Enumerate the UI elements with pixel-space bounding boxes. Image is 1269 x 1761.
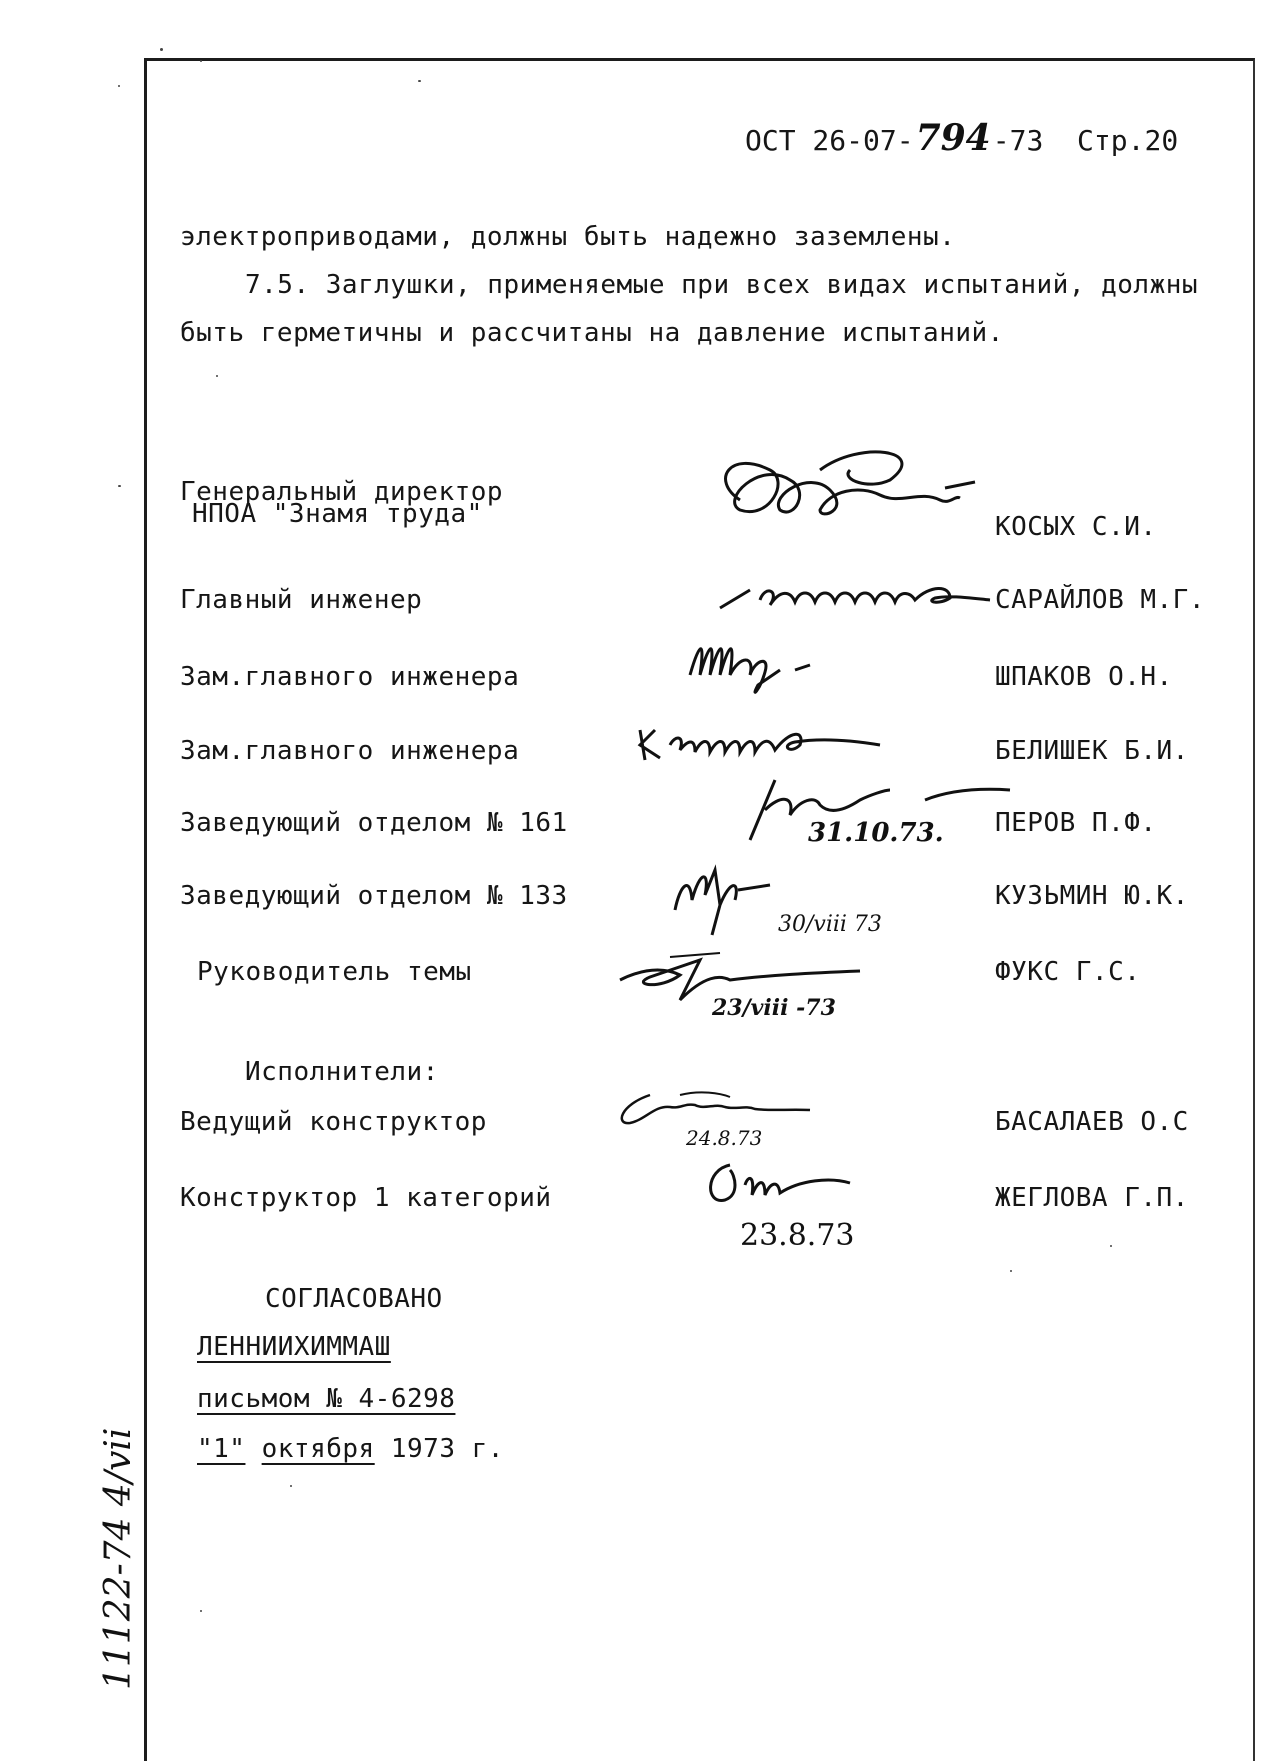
executor-title-2: Конструктор 1 категорий bbox=[180, 1183, 552, 1213]
signatory-name-7: ФУКС Г.С. bbox=[995, 957, 1141, 987]
signatory-title-3: Зам.главного инженера bbox=[180, 662, 520, 692]
executor-name-2: ЖЕГЛОВА Г.П. bbox=[995, 1183, 1189, 1213]
signatory-title-2: Главный инженер bbox=[180, 585, 423, 615]
body-line-1: электроприводами, должны быть надежно заземлены. bbox=[180, 222, 956, 252]
approval-date-day: "1" bbox=[197, 1434, 246, 1464]
signatory-title-line: Генеральный директор bbox=[180, 477, 504, 507]
standard-prefix: ОСТ 26-07- bbox=[745, 124, 914, 157]
standard-number: 794 bbox=[915, 117, 991, 159]
signatory-name-1: КОСЫХ С.И. bbox=[995, 512, 1157, 542]
executor-signature-2 bbox=[690, 1155, 880, 1215]
page-number: Стр.20 bbox=[1077, 124, 1179, 157]
signature-1 bbox=[700, 440, 1000, 550]
executor-date-1: 24.8.73 bbox=[686, 1126, 763, 1150]
executor-title-1: Ведущий конструктор bbox=[180, 1107, 487, 1137]
executor-name-1: БАСАЛАЕВ О.С bbox=[995, 1107, 1189, 1137]
scan-speck bbox=[1110, 1245, 1112, 1247]
scan-speck bbox=[200, 1610, 202, 1612]
signatory-name-3: ШПАКОВ О.Н. bbox=[995, 662, 1173, 692]
margin-handwritten-note: 11122-74 4/vii bbox=[98, 1427, 139, 1690]
signature-date-5: 31.10.73. bbox=[808, 818, 944, 848]
executors-heading: Исполнители: bbox=[245, 1057, 439, 1087]
signatory-name-6: КУЗЬМИН Ю.К. bbox=[995, 881, 1189, 911]
body-line-2: 7.5. Заглушки, применяемые при всех видах испытаний, должны bbox=[245, 270, 1199, 300]
scan-speck bbox=[418, 80, 421, 82]
approval-date-year: 1973 г. bbox=[390, 1434, 504, 1464]
approval-date bbox=[197, 1434, 504, 1464]
scan-speck bbox=[1010, 1270, 1012, 1272]
scan-speck bbox=[200, 60, 202, 62]
signatory-name-5: ПЕРОВ П.Ф. bbox=[995, 808, 1157, 838]
scan-speck bbox=[290, 1485, 292, 1487]
scan-speck bbox=[118, 485, 121, 487]
signatory-title-5: Заведующий отделом № 161 bbox=[180, 808, 568, 838]
approval-org: ЛЕННИИХИММАШ bbox=[197, 1332, 391, 1362]
signature-3 bbox=[680, 630, 850, 705]
signatory-name-4: БЕЛИШЕК Б.И. bbox=[995, 736, 1189, 766]
approval-date-month: октября bbox=[261, 1434, 375, 1464]
scan-speck bbox=[216, 375, 218, 377]
standard-suffix: -73 bbox=[992, 124, 1044, 157]
signature-date-7: 23/viii -73 bbox=[712, 995, 836, 1021]
signatory-title-4: Зам.главного инженера bbox=[180, 736, 520, 766]
signatory-title-line: НПОА "Знамя труда" bbox=[192, 499, 483, 529]
approval-letter: письмом № 4-6298 bbox=[197, 1384, 456, 1414]
scan-speck bbox=[118, 85, 120, 87]
approval-heading: СОГЛАСОВАНО bbox=[265, 1284, 443, 1314]
scan-speck bbox=[160, 48, 163, 51]
signatory-name-2: САРАЙЛОВ М.Г. bbox=[995, 585, 1205, 615]
executor-date-2: 23.8.73 bbox=[740, 1218, 855, 1253]
signature-2 bbox=[710, 570, 1000, 620]
signatory-title-7: Руководитель темы bbox=[197, 957, 472, 987]
signature-date-6: 30/viii 73 bbox=[778, 912, 882, 937]
body-line-3: быть герметичны и рассчитаны на давление испытаний. bbox=[180, 318, 1004, 348]
document-header bbox=[745, 117, 1178, 159]
signature-4 bbox=[630, 700, 890, 770]
signatory-title-6: Заведующий отделом № 133 bbox=[180, 881, 568, 911]
signatory-title-1 bbox=[180, 477, 504, 529]
